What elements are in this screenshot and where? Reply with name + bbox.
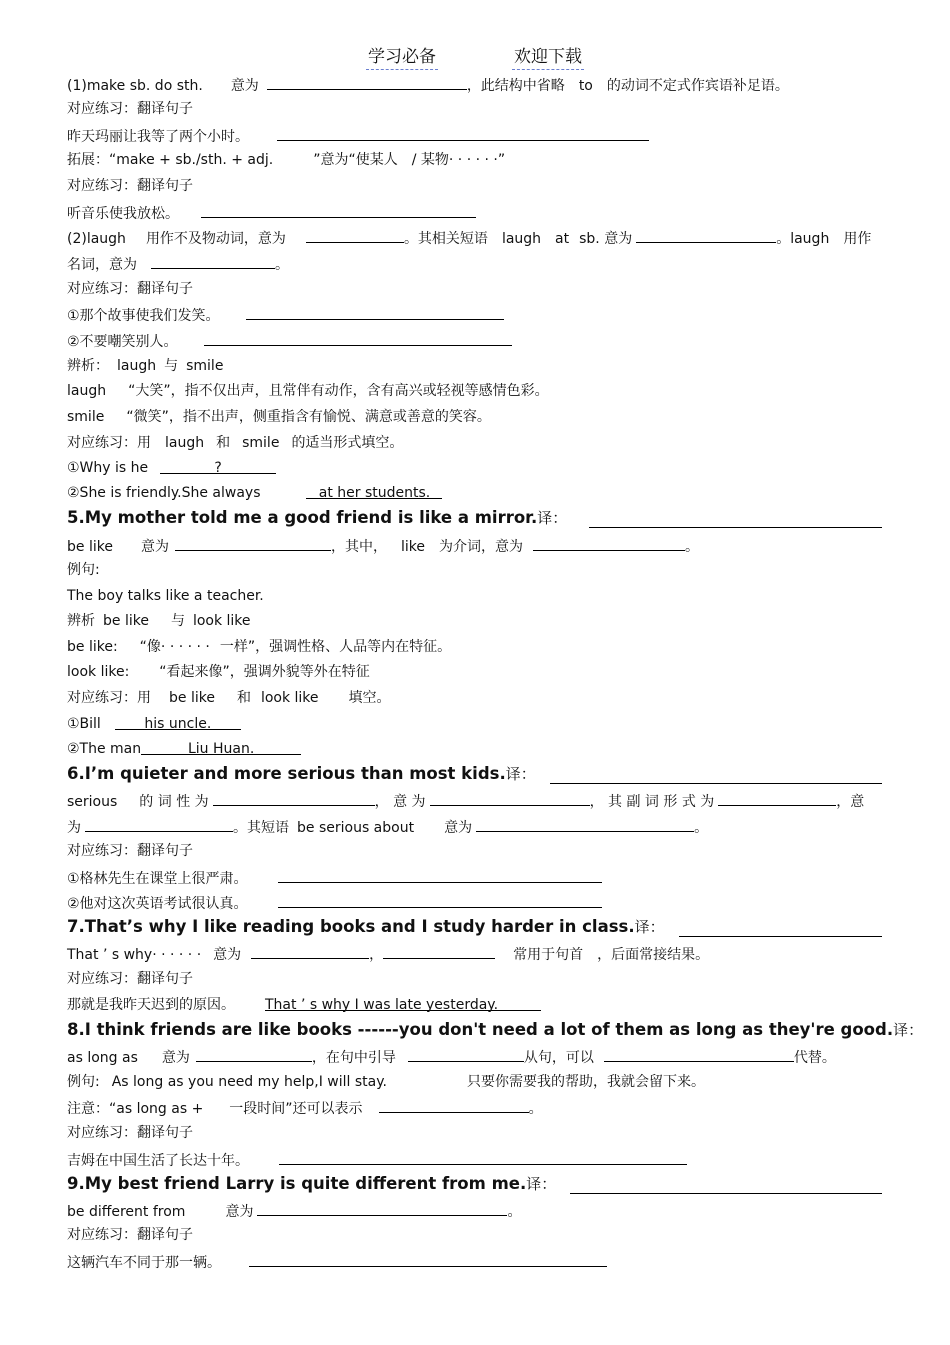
line-as-long-as: as long as 意为 ，在句中引导 从句，可以 代替。 (67, 1046, 882, 1068)
blank[interactable] (267, 74, 467, 90)
line-look-like-def: look like: “看起来像”，强调外貌等外在特征 (67, 664, 370, 680)
example-sentence: The boy talks like a teacher. (67, 588, 264, 604)
heading-9: 9.My best friend Larry is quite different from me. 译： (67, 1174, 882, 1194)
line-smile-def: smile “微笑”，指不出声，侧重指含有愉悦、满意或善意的笑容。 (67, 409, 491, 425)
blank[interactable] (277, 125, 649, 141)
heading-6: 6.I’m quieter and more serious than most kids. 译： (67, 764, 882, 784)
exercise-label: 对应练习：翻译句子 (67, 178, 193, 194)
heading-8: 8.I think friends are like books ------you don't need a lot of them as long as they're good. 译： (67, 1020, 924, 1039)
blank[interactable] (430, 790, 590, 806)
blank[interactable] (570, 1177, 882, 1194)
fill-line: ②She is friendly.She always at her students. (67, 483, 882, 503)
translate-line: ②他对这次英语考试很认真。 (67, 892, 882, 914)
blank[interactable] (204, 330, 512, 346)
line-thats-why: That ’ s why· · · · · · 意为 ， 常用于句首 ，后面常接结果。 (67, 943, 882, 965)
blank[interactable] (604, 1046, 794, 1062)
fill-line: ②The man Liu Huan. (67, 739, 882, 759)
exercise-label: 对应练习：翻译句子 (67, 281, 193, 297)
blank[interactable] (257, 1200, 507, 1216)
blank[interactable] (408, 1046, 524, 1062)
fill-line: ①Why is he ? (67, 458, 882, 478)
line-analysis: 辨析： laugh 与 smile (67, 358, 224, 374)
line-be-like-def: be like: “像· · · · · · 一样”，强调性格、人品等内在特征。 (67, 639, 452, 655)
line-be-like: be like 意为 ，其中， like 为介词，意为 。 (67, 535, 882, 557)
blank[interactable] (279, 1149, 687, 1165)
page-header (0, 42, 950, 70)
heading-5: 5.My mother told me a good friend is like a mirror. 译： (67, 508, 882, 528)
example-label: 例句: (67, 562, 100, 578)
line-laugh-def: laugh “大笑”，指不仅出声，且常伴有动作，含有高兴或轻视等感情色彩。 (67, 383, 549, 399)
blank[interactable] (718, 790, 836, 806)
exercise-label: 对应练习：翻译句子 (67, 1125, 193, 1141)
exercise-label: 对应练习：翻译句子 (67, 101, 193, 117)
line-laugh: (2)laugh 用作不及物动词，意为 。其相关短语 laugh at sb. 意为 。laugh 用作 (67, 227, 882, 249)
blank[interactable] (196, 1046, 312, 1062)
example-line: 例句: As long as you need my help,I will stay. 只要你需要我的帮助，我就会留下来。 (67, 1074, 705, 1090)
fill-line: ①Bill his uncle. (67, 714, 882, 734)
answer[interactable]: his uncle. (115, 714, 241, 730)
blank[interactable] (278, 892, 602, 908)
blank[interactable] (589, 511, 882, 528)
blank[interactable] (679, 920, 882, 937)
line-serious-about: 为 。其短语 be serious about 意为 。 (67, 816, 882, 838)
blank[interactable] (151, 253, 275, 269)
blank[interactable] (379, 1097, 529, 1113)
blank[interactable] (249, 1251, 607, 1267)
line-serious: serious 的 词 性 为 ， 意 为 ， 其 副 词 形 式 为 ，意 (67, 790, 882, 812)
heading-7: 7.That’s why I like reading books and I study harder in class. 译： (67, 917, 882, 937)
blank[interactable] (476, 816, 694, 832)
line-exercise-be-like: 对应练习：用 be like 和 look like 填空。 (67, 690, 391, 706)
answer[interactable]: Liu Huan. (141, 739, 301, 755)
blank[interactable] (278, 867, 602, 883)
blank[interactable] (550, 767, 882, 784)
blank[interactable] (533, 535, 685, 551)
translate-line: 昨天玛丽让我等了两个小时。 (67, 125, 882, 147)
translate-line: ①格林先生在课堂上很严肃。 (67, 867, 882, 889)
translate-line: 吉姆在中国生活了长达十年。 (67, 1149, 882, 1171)
answer[interactable]: at her students. (306, 483, 442, 499)
blank[interactable] (201, 202, 476, 218)
blank[interactable] (383, 943, 495, 959)
header-left: 学习必备 (366, 42, 438, 70)
note-line: 注意：“as long as + 一段时间”还可以表示 。 (67, 1097, 882, 1119)
line-analysis: 辨析 be like 与 look like (67, 613, 251, 629)
line-be-different-from: be different from 意为 。 (67, 1200, 882, 1222)
line-make-sb-do-sth: (1)make sb. do sth. 意为 ，此结构中省略 to 的动词不定式作宾语补足语。 (67, 74, 882, 96)
translate-line: 这辆汽车不同于那一辆。 (67, 1251, 882, 1273)
blank[interactable] (246, 304, 504, 320)
header-right: 欢迎下载 (512, 42, 584, 70)
line-extension: 拓展：“make + sb./sth. + adj. ”意为“使某人 / 某物· · · · · ·” (67, 152, 506, 168)
line-laugh-noun: 名词，意为 。 (67, 253, 882, 275)
line-exercise-laugh-smile: 对应练习：用 laugh 和 smile 的适当形式填空。 (67, 435, 404, 451)
answer[interactable]: That ’ s why I was late yesterday. (265, 995, 541, 1011)
exercise-label: 对应练习：翻译句子 (67, 843, 193, 859)
blank[interactable] (213, 790, 375, 806)
blank[interactable] (175, 535, 331, 551)
blank[interactable]: ? (160, 458, 276, 474)
blank[interactable] (85, 816, 233, 832)
blank[interactable] (636, 227, 776, 243)
exercise-label: 对应练习：翻译句子 (67, 1227, 193, 1243)
exercise-label: 对应练习：翻译句子 (67, 971, 193, 987)
blank[interactable] (306, 227, 404, 243)
translate-line: 那就是我昨天迟到的原因。 That ’ s why I was late yesterday. (67, 995, 882, 1015)
blank[interactable] (251, 943, 369, 959)
translate-line: ①那个故事使我们发笑。 (67, 304, 882, 326)
translate-line: 听音乐使我放松。 (67, 202, 882, 224)
translate-line: ②不要嘲笑别人。 (67, 330, 882, 352)
